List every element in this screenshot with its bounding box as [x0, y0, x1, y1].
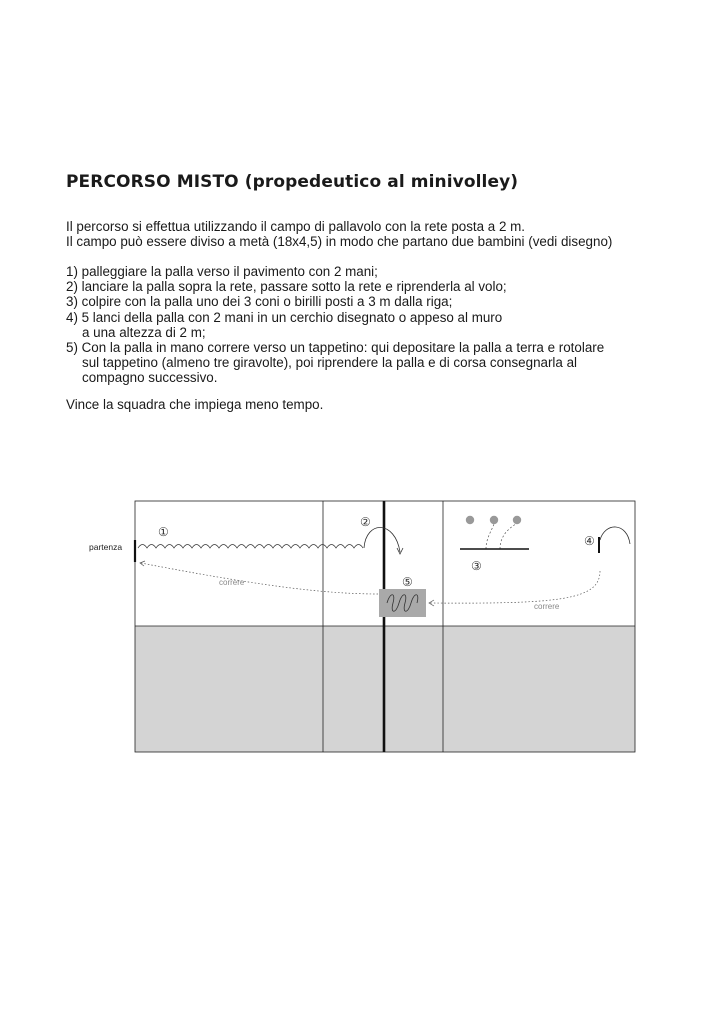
arrow-head-icon — [140, 561, 145, 566]
step-3: 3) colpire con la palla uno dei 3 coni o birilli posti a 3 m dalla riga; — [66, 294, 453, 310]
intro-line: Il percorso si effettua utilizzando il campo di pallavolo con la rete posta a 2 m. — [66, 219, 526, 234]
dribble-path — [138, 545, 363, 549]
step-1: 1) palleggiare la palla verso il pavimento con 2 mani; — [66, 264, 378, 279]
run-path — [141, 563, 378, 594]
mat — [379, 589, 426, 617]
run-label: correre — [534, 602, 560, 611]
run-path — [430, 571, 600, 603]
throw-path — [486, 524, 494, 549]
throw-path — [500, 524, 516, 549]
cone — [513, 516, 521, 524]
marker-5: ⑤ — [402, 575, 413, 589]
step-2: 2) lanciare la palla sopra la rete, passare sotto la rete e riprenderla al volo; — [66, 279, 507, 295]
cone — [490, 516, 498, 524]
throw-arc — [364, 527, 400, 552]
step-5-continued: compagno successivo. — [82, 370, 218, 386]
page-title: PERCORSO MISTO (propedeutico al minivolley) — [66, 172, 519, 192]
step-5-continued: sul tappetino (almeno tre giravolte), poi riprendere la palla e di corsa consegnarla al — [82, 355, 577, 371]
closing-text: Vince la squadra che impiega meno tempo. — [66, 397, 324, 412]
intro-line: Il campo può essere diviso a metà (18x4,5) in modo che partano due bambini (vedi disegno) — [66, 234, 613, 250]
marker-2: ② — [360, 515, 371, 529]
marker-1: ① — [158, 525, 169, 539]
marker-3: ③ — [471, 559, 482, 573]
step-4: 4) 5 lanci della palla con 2 mani in un cerchio disegnato o appeso al muro — [66, 309, 503, 325]
step-4-continued: a una altezza di 2 m; — [82, 324, 206, 340]
step-5: 5) Con la palla in mano correre verso un tappetino: qui depositare la palla a terra e rotolare — [66, 340, 605, 356]
start-label: partenza — [89, 542, 123, 552]
marker-4: ④ — [584, 534, 595, 548]
throw-arc — [600, 527, 630, 544]
run-label: correre — [219, 578, 245, 587]
cone — [466, 516, 474, 524]
